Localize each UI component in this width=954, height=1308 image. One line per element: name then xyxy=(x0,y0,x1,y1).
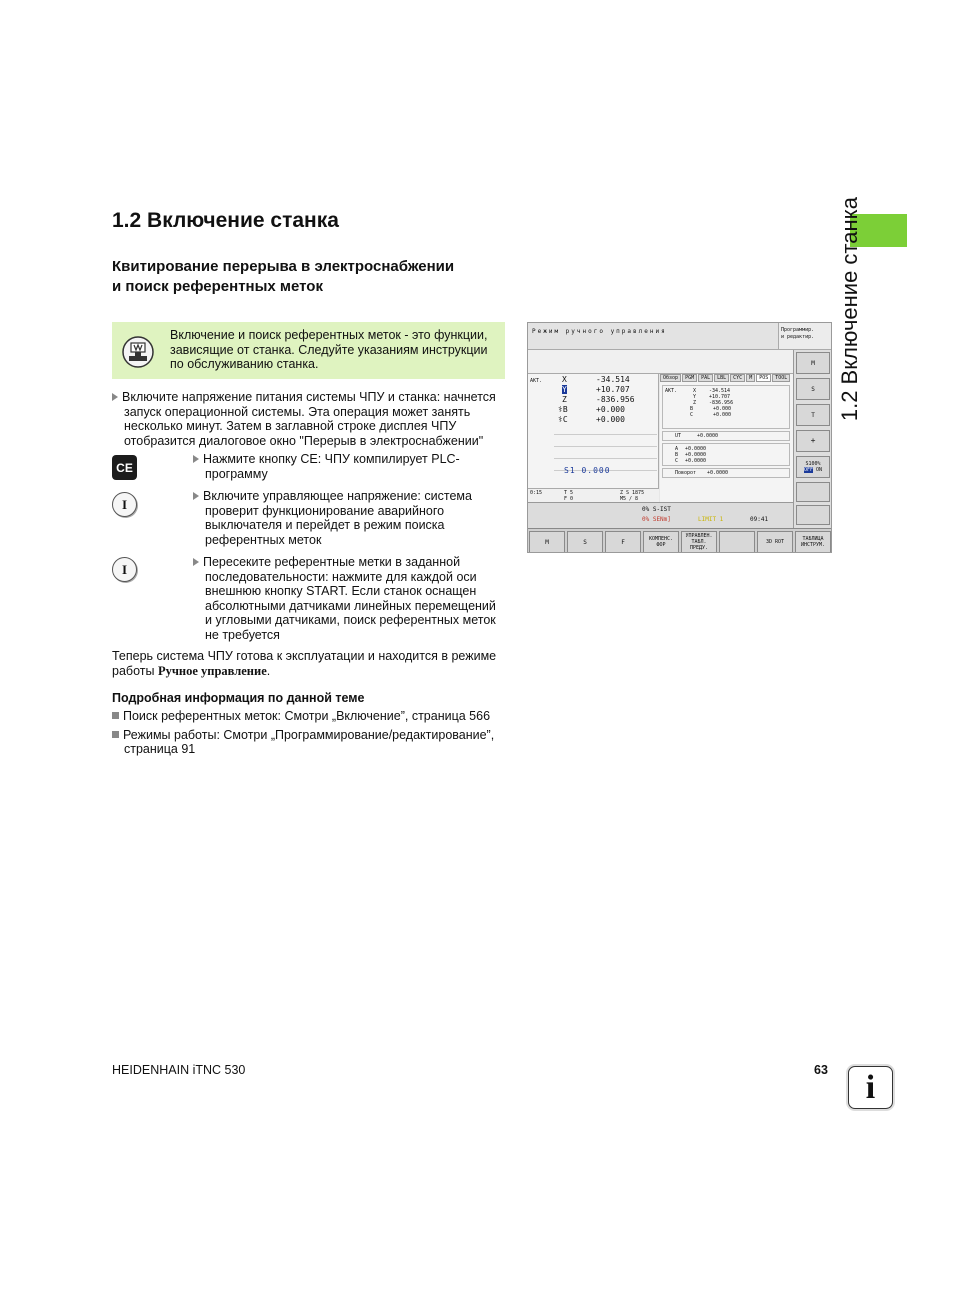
tab-pal[interactable]: PAL xyxy=(698,374,713,382)
status-z: Z S 1875 xyxy=(620,490,645,496)
vertical-softkeys xyxy=(793,350,832,528)
ut-value: +0.0000 xyxy=(697,433,719,439)
axis-name: X xyxy=(693,388,697,394)
bullet-square-icon xyxy=(112,731,119,738)
result-line: Теперь система ЧПУ готова к эксплуатации и находится в режиме xyxy=(112,649,497,663)
note-text xyxy=(170,328,500,372)
offset-value: +0.0000 xyxy=(685,458,707,464)
step-3 xyxy=(193,555,513,642)
limit-indicator: LIMIT 1 xyxy=(698,516,724,523)
offset-name: B xyxy=(675,452,679,458)
axis-name: X xyxy=(562,375,567,384)
on-label: ON xyxy=(816,467,823,473)
softkey-s-icon[interactable]: S xyxy=(796,378,830,400)
axis-name: Z xyxy=(693,400,697,406)
axis-row xyxy=(562,375,630,385)
status-feed: F 0 xyxy=(564,496,574,502)
softkey-preset-table[interactable] xyxy=(681,531,717,553)
softkey-tool-table[interactable] xyxy=(795,531,831,553)
footer-product: HEIDENHAIN iTNC 530 xyxy=(112,1063,246,1077)
axis-value: +0.000 xyxy=(596,415,625,424)
softkey-label: 3D ROT xyxy=(765,539,785,545)
list-item[interactable] xyxy=(112,709,512,724)
step-line: Пересеките референтные метки в заданной xyxy=(203,555,461,569)
step-line: внешнюю кнопку START. Если станок оснащен xyxy=(205,584,477,598)
status-tool: T 5 xyxy=(564,490,574,496)
axis-value: +0.000 xyxy=(713,412,732,418)
axis-name: Y xyxy=(562,385,567,394)
axis-value: -34.514 xyxy=(709,388,731,394)
section-subtitle xyxy=(112,257,512,297)
override-snm: 0% SENm] xyxy=(642,516,671,523)
softkey-s100[interactable] xyxy=(796,456,830,478)
result-line: работы xyxy=(112,663,158,678)
link-text[interactable]: страница 91 xyxy=(124,742,196,756)
step-2 xyxy=(193,489,513,547)
softkey-f[interactable] xyxy=(605,531,641,553)
softkey-label: F xyxy=(621,538,625,546)
axis-value: -836.956 xyxy=(709,400,734,406)
offset-name: C xyxy=(675,458,679,464)
axis-value: -34.514 xyxy=(596,375,630,384)
ce-key-icon: CE xyxy=(112,455,137,480)
tab-lbl[interactable]: LBL xyxy=(714,374,729,382)
axis-name: C xyxy=(690,412,694,418)
step-line: абсолютными датчиками линейных перемещений xyxy=(205,598,496,613)
step-line: последовательности: нажмите для каждой оси xyxy=(205,569,477,584)
softkey-plus-icon[interactable]: + xyxy=(796,430,830,452)
tab-overview[interactable]: Обзор xyxy=(660,374,681,382)
more-info-heading: Подробная информация по данной теме xyxy=(112,691,365,705)
bullet-arrow-icon xyxy=(193,558,199,566)
note-line: Включение и поиск референтных меток - это функции, xyxy=(170,328,488,342)
tab-m[interactable]: M xyxy=(746,374,755,382)
offset-value: +0.0000 xyxy=(685,452,707,458)
step-line: референтных меток xyxy=(205,532,322,547)
softkey-empty[interactable] xyxy=(719,531,755,553)
softkey-label: ТАБЛИЦА ИНСТРУМ. xyxy=(800,536,826,548)
intro-line: отобразится диалоговое окно "Перерыв в электроснабжении" xyxy=(124,433,484,448)
axis-value: -836.956 xyxy=(596,395,635,404)
machine-dependent-icon xyxy=(122,336,154,368)
softkey-empty[interactable] xyxy=(796,505,830,525)
screen-mode-title: Режим ручного управления xyxy=(532,328,667,335)
step-line: выключателя и перейдет в режим поиска xyxy=(205,518,445,532)
axis-value: +0.000 xyxy=(596,405,625,414)
section-title: 1.2 Включение станка xyxy=(112,209,339,232)
step-line: Нажмите кнопку CE: ЧПУ компилирует PLC- xyxy=(203,452,460,466)
axis-value: +10.707 xyxy=(596,385,630,394)
machine-note-box xyxy=(112,322,505,379)
position-display xyxy=(528,374,659,495)
s100-label: S100% xyxy=(805,461,821,467)
axis-value: +0.000 xyxy=(713,406,732,412)
override-s-ist: 0% S-IST xyxy=(642,506,671,513)
axis-name: Y xyxy=(693,394,697,400)
act-label: АКТ. xyxy=(530,378,543,384)
nc-start-key-icon: I xyxy=(112,557,137,582)
status-bar xyxy=(528,488,659,502)
clock: 09:41 xyxy=(750,516,769,523)
status-panel xyxy=(660,374,793,502)
intro-line: Включите напряжение питания системы ЧПУ и станка: начнется xyxy=(122,390,496,404)
softkey-3d-rot[interactable] xyxy=(757,531,793,553)
softkey-m-icon[interactable]: M xyxy=(796,352,830,374)
screen-header-right[interactable] xyxy=(778,323,832,350)
step-line: программу xyxy=(205,466,268,481)
note-line: зависящие от станка. Следуйте указаниям инструкции xyxy=(170,342,488,357)
axis-value: +10.707 xyxy=(709,394,731,400)
offset-value: +0.0000 xyxy=(685,446,707,452)
tab-cyc[interactable]: CYC xyxy=(730,374,745,382)
softkey-m[interactable] xyxy=(529,531,565,553)
act-position-box xyxy=(662,385,790,429)
axis-name: B xyxy=(562,405,568,414)
intro-line: несколько минут. Затем в заглавной строке дисплея ЧПУ xyxy=(124,419,457,433)
rotate-value: +0.0000 xyxy=(707,470,729,476)
step-line: не требуется xyxy=(205,627,280,642)
axis-row xyxy=(562,385,630,395)
link-text[interactable]: Режимы работы: Смотри „Программирование/редактирование”, xyxy=(123,727,495,742)
ut-row xyxy=(662,431,790,441)
intro-paragraph xyxy=(112,390,512,448)
link-text[interactable]: Поиск референтных меток: Смотри „Включение”, страница 566 xyxy=(123,709,491,723)
subtitle-line: Квитирование перерыва в электроснабжении xyxy=(112,258,455,275)
softkey-label: M xyxy=(545,538,549,546)
axis-name: Z xyxy=(562,395,567,404)
off-label: OFF xyxy=(803,467,813,473)
rotate-row xyxy=(662,468,790,478)
status-time: 0:15 xyxy=(530,490,543,496)
chapter-side-title: 1.2 Включение станка xyxy=(837,197,862,422)
result-suffix: . xyxy=(266,663,271,678)
program-mode-label: и редактир. xyxy=(781,334,815,340)
bullet-arrow-icon xyxy=(112,393,118,401)
softkey-compensation[interactable] xyxy=(643,531,679,553)
axis-name: B xyxy=(690,406,694,412)
screen-header xyxy=(528,323,778,350)
subtitle-line: и поиск референтных меток xyxy=(112,278,323,295)
step-line: проверит функционирование аварийного xyxy=(205,503,445,518)
more-info-list xyxy=(112,709,512,757)
mode-name: Ручное управление xyxy=(157,663,267,678)
softkey-s[interactable] xyxy=(567,531,603,553)
softkey-empty[interactable] xyxy=(796,482,830,502)
offsets-box xyxy=(662,443,790,466)
axis-row xyxy=(562,395,635,405)
control-voltage-key-icon: I xyxy=(112,492,137,517)
softkey-label: КОМПЕНС. ФОР xyxy=(648,536,674,548)
dialog-line xyxy=(528,350,793,374)
axis-name: C xyxy=(562,415,568,424)
axis-row: ⚕C +0.000 xyxy=(558,415,625,424)
status-tabs xyxy=(660,374,793,382)
act-label: АКТ. xyxy=(665,388,678,394)
program-mode-label: Программир. xyxy=(781,327,815,333)
offset-name: A xyxy=(675,446,679,452)
bottom-softkeys xyxy=(528,528,832,553)
bullet-square-icon xyxy=(112,712,119,719)
axis-row: ⚕B +0.000 xyxy=(558,405,625,414)
note-line: по обслуживанию станка. xyxy=(170,357,319,371)
tnc-screenshot xyxy=(527,322,832,553)
list-item[interactable] xyxy=(112,728,512,743)
page-number: 63 xyxy=(814,1063,828,1077)
status-m: M5 / 8 xyxy=(620,496,639,502)
rotate-label: Поворот xyxy=(675,470,697,476)
intro-line: запуск операционной системы. Эта операция может занять xyxy=(124,404,471,419)
result-paragraph xyxy=(112,649,512,678)
bullet-arrow-icon xyxy=(193,455,199,463)
info-icon: i xyxy=(848,1066,893,1109)
softkey-t-icon[interactable]: T xyxy=(796,404,830,426)
tab-pos[interactable]: POS xyxy=(756,374,771,382)
bullet-arrow-icon xyxy=(193,492,199,500)
softkey-label: S xyxy=(583,538,587,546)
softkey-label: УПРАВЛЕН. ТАБЛ. ПРЕДУ. xyxy=(685,533,713,551)
spindle-value: S1 0.000 xyxy=(564,466,611,475)
step-line: и угловыми датчиками, поиск референтных меток xyxy=(205,613,496,627)
tab-pgm[interactable]: PGM xyxy=(682,374,697,382)
step-1 xyxy=(193,452,513,481)
override-bar xyxy=(528,502,793,528)
tab-tool[interactable]: TOOL xyxy=(772,374,790,382)
ut-label: UT xyxy=(675,433,682,439)
step-line: Включите управляющее напряжение: система xyxy=(203,489,472,503)
